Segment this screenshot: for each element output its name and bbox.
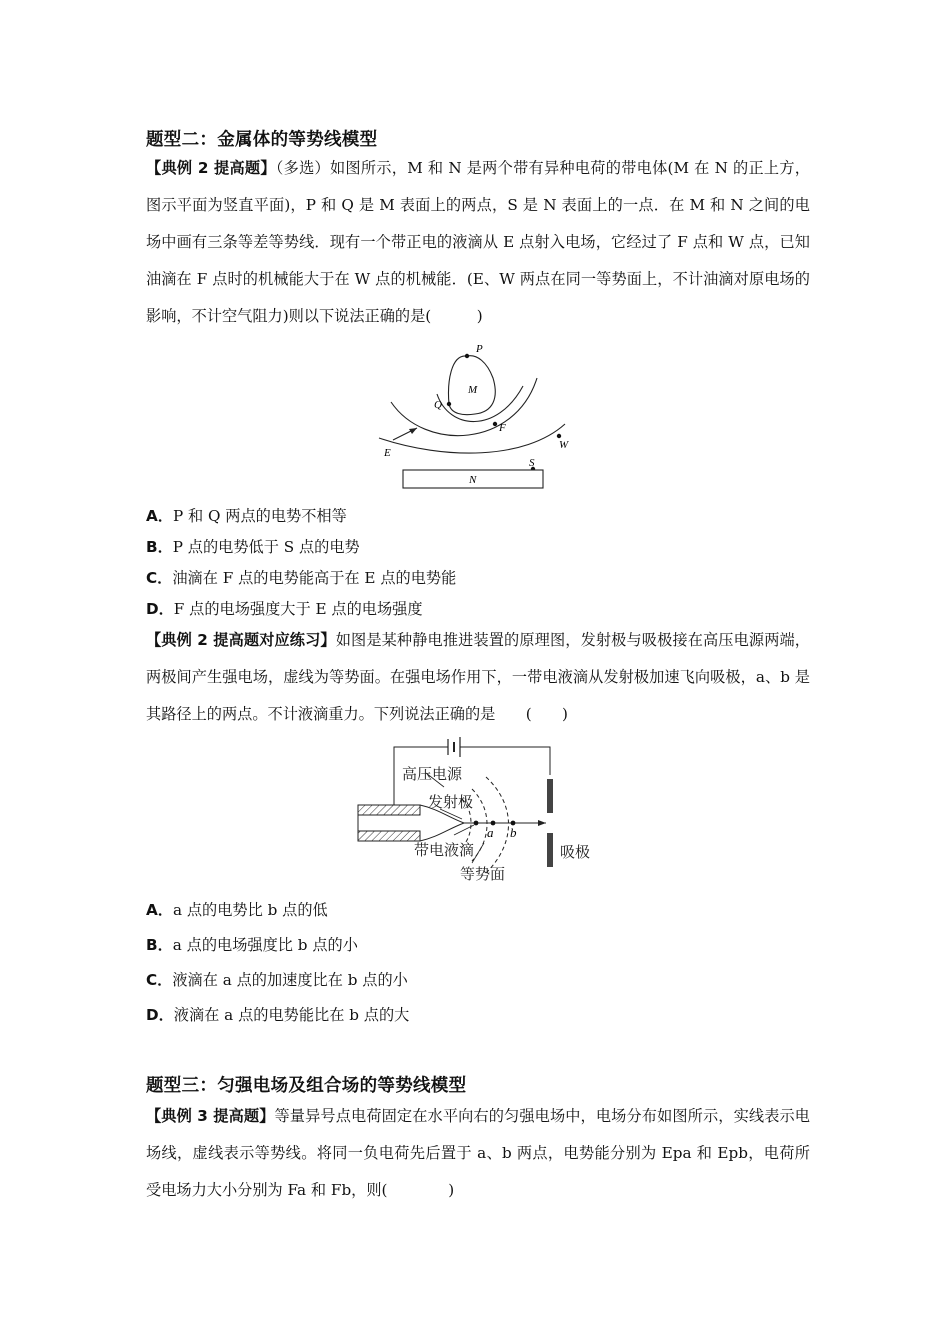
q2-option-a[interactable]	[146, 899, 328, 920]
point-F	[493, 422, 497, 426]
label-collector: 吸极	[560, 843, 591, 861]
q1-option-a[interactable]	[146, 505, 347, 526]
question-1	[146, 150, 810, 335]
q2-option-d[interactable]	[146, 1004, 409, 1025]
option-text: F 点的电场强度大于 E 点的电场强度	[173, 600, 423, 618]
option-text: 油滴在 F 点的电势能高于在 E 点的电势能	[172, 569, 457, 587]
option-text: P 和 Q 两点的电势不相等	[172, 507, 347, 525]
option-key: A．	[146, 507, 173, 525]
option-text: a 点的电势比 b 点的低	[172, 901, 328, 919]
option-key: D．	[146, 600, 174, 618]
section-title-3: 题型三：匀强电场及组合场的等势线模型	[146, 1076, 467, 1096]
option-key: D．	[146, 1006, 174, 1024]
label-E: E	[384, 447, 391, 459]
option-text: P 点的电势低于 S 点的电势	[172, 538, 360, 556]
question-2	[146, 622, 810, 733]
option-text: 液滴在 a 点的加速度比在 b 点的小	[172, 971, 408, 989]
label-N: N	[469, 474, 477, 486]
option-text: 液滴在 a 点的电势能比在 b 点的大	[173, 1006, 410, 1024]
label-a: a	[487, 825, 494, 840]
label-equipotential: 等势面	[460, 865, 506, 883]
option-text: a 点的电场强度比 b 点的小	[172, 936, 358, 954]
label-droplet: 带电液滴	[414, 841, 475, 859]
collector-lower	[547, 833, 553, 867]
option-key: C．	[146, 971, 173, 989]
q2-option-c[interactable]	[146, 969, 408, 990]
label-S: S	[529, 457, 535, 469]
option-key: B．	[146, 538, 173, 556]
q1-option-b[interactable]	[146, 536, 360, 557]
figure-electrostatic-thruster	[350, 735, 600, 885]
question-3-text: 等量异号点电荷固定在水平向右的匀强电场中，电场分布如图所示，实线表示电场线，虚线表示等势线。将同一负电荷先后置于 a、b 两点，电势能分别为 Epa 和 Epb，电荷所受电场力大小分别为 Fa 和 Fb，则( )	[146, 1107, 810, 1199]
point-Q	[447, 402, 451, 406]
label-M: M	[468, 384, 478, 396]
point-W	[557, 434, 561, 438]
label-P: P	[476, 343, 483, 355]
collector-upper	[547, 779, 553, 813]
question-1-text: （多选）如图所示，M 和 N 是两个带有异种电荷的带电体(M 在 N 的正上方，图示平面为竖直平面)，P 和 Q 是 M 表面上的两点，S 是 N 表面上的一点．在 M 和 N 之间的电场中画有三条等差等势线．现有一个带正电的液滴从 E 点射入电场，它经过了 F 点和 W 点，已知油滴在 F 点时的机械能大于在 W 点的机械能．(E、W 两点在同一等势面上，不计油滴对原电场的影响，不计空气阻力)则以下说法正确的是( )	[146, 159, 810, 325]
question-3	[146, 1098, 810, 1209]
question-2-text: 如图是某种静电推进装置的原理图，发射极与吸极接在高压电源两端，两极间产生强电场，虚线为等势面。在强电场作用下，一带电液滴从发射极加速飞向吸极，a、b 是其路径上的两点。不计液滴重力。下列说法正确的是 ( )	[146, 631, 810, 723]
figure-metal-body	[375, 340, 575, 492]
q1-option-d[interactable]	[146, 598, 423, 619]
label-Q: Q	[434, 399, 442, 411]
label-power: 高压电源	[402, 765, 463, 783]
q2-option-b[interactable]	[146, 934, 358, 955]
label-emitter: 发射极	[428, 793, 474, 811]
question-1-tag: 【典例 2 提高题】	[146, 159, 276, 177]
q1-option-c[interactable]	[146, 567, 456, 588]
label-F: F	[499, 422, 506, 434]
option-key: B．	[146, 936, 173, 954]
question-2-tag: 【典例 2 提高题对应练习】	[146, 631, 336, 649]
question-3-tag: 【典例 3 提高题】	[146, 1107, 275, 1125]
label-W: W	[559, 439, 569, 451]
option-key: A．	[146, 901, 173, 919]
label-b: b	[510, 825, 517, 840]
section-title-2: 题型二：金属体的等势线模型	[146, 130, 378, 150]
option-key: C．	[146, 569, 173, 587]
point-P	[465, 354, 469, 358]
